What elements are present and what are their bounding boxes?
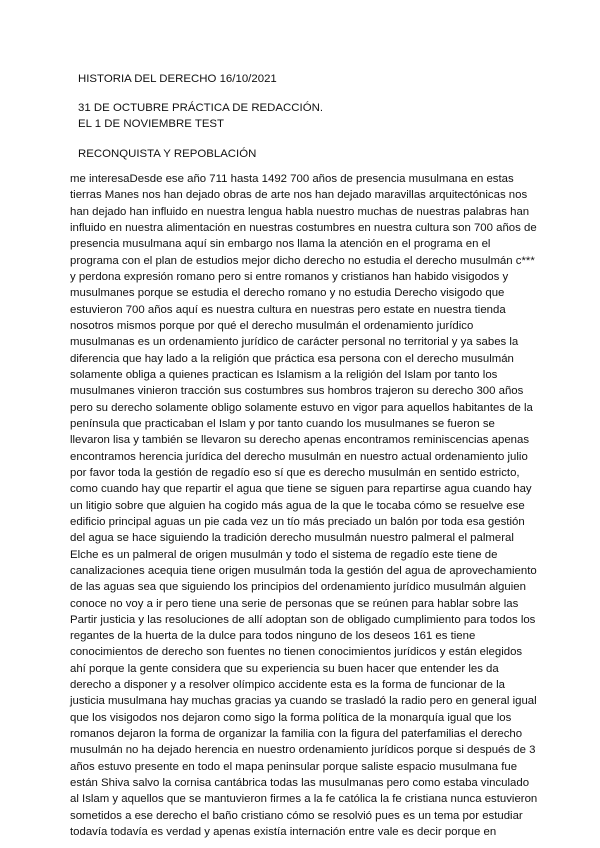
body-line: Partir justicia y las resoluciones de allí adoptan son de obligado cumplimiento para todos los <box>70 613 536 626</box>
body-line: pero su derecho solamente obligo solamente estuvo en vigor para aquellos habitantes de la <box>70 401 533 414</box>
body-line: musulmanas es un ordenamiento jurídico de carácter personal no territorial y ya sabes la <box>70 336 519 349</box>
announcement-line: EL 1 DE NOVIEMBRE TEST <box>78 118 225 130</box>
body-line: ahí porque la gente considera que su experiencia su buen hacer que entender les da <box>70 662 499 675</box>
body-line: musulmán no ha dejado herencia en nuestro ordenamiento jurídicos porque si después de 3 <box>70 744 536 757</box>
body-line: estuvieron 700 años aquí es nuestra cultura en nuestras pero estate en nuestra tienda <box>70 303 506 316</box>
body-line: al Islam y aquellos que se mantuvieron firmes a la fe católica la fe cristiana nunca estuvieron <box>70 793 538 806</box>
document-header: HISTORIA DEL DERECHO 16/10/2021 <box>78 73 277 85</box>
body-line: derecho a disponer y a resolver olímpico accidente esta es la forma de funcionar de la <box>70 679 505 692</box>
body-line: encontramos herencia jurídica del derecho musulmán en nuestro actual ordenamiento julio <box>70 450 528 463</box>
body-line: Elche es un palmeral de origen musulmán y todo el sistema de regadío este tiene de <box>70 548 498 561</box>
body-line: edificio principal aguas un pie cada vez un tío más preciado un balón por toda esa gestión <box>70 515 525 528</box>
body-line: tierras Manes nos han dejado obras de arte nos han dejado maravillas arquitectónicas nos <box>70 189 528 202</box>
body-line: romanos dejaron la forma de organizar la familia con la figura del paterfamilias el derecho <box>70 728 523 740</box>
body-line: están Shiva salvo la cornisa cantábrica todas las musulmanas pero como estaba vinculado <box>70 777 530 789</box>
body-line: como cuando hay que repartir el agua que tiene se siguen para repartirse agua cuando hay <box>70 483 532 496</box>
body-line: península que practicaban el Islam y por tanto cuando los musulmanes se fueron se <box>70 417 495 430</box>
body-line: me interesaDesde ese año 711 hasta 1492 700 años de presencia musulmana en estas <box>70 173 514 185</box>
body-line: y perdona expresión romano pero si entre romanos y cristianos han habido visigodos y <box>70 270 509 283</box>
body-line: presencia musulmana aquí sin embargo nos llama la atención en el programa en el <box>70 238 491 251</box>
body-line: que los visigodos nos dejaron como sigo la forma política de la monarquía igual que los <box>70 711 512 724</box>
body-line: programa con el plan de estudios mejor dicho derecho no estudia el derecho musulmán c*** <box>70 254 535 267</box>
body-line: musulmanes porque se estudia el derecho romano y no estudia Derecho visigodo que <box>70 287 505 300</box>
body-line: un litigio sobre que alguien ha cogido más agua de la que le tocaba cómo se resuelve ese <box>70 499 525 512</box>
announcement-line: 31 DE OCTUBRE PRÁCTICA DE REDACCIÓN. <box>78 102 324 114</box>
body-line: musulmanes vinieron tracción sus costumbres sus hombros trajeron su derecho 300 años <box>70 385 524 398</box>
body-line: por favor toda la gestión de regadío eso sí que es derecho musulmán en sentido estricto, <box>70 466 520 479</box>
body-line: justicia musulmana hay muchas gracias ya cuando se trasladó la radio pero en general igual <box>70 695 537 708</box>
body-line: de las aguas sea que siguiendo los principios del ordenamiento jurídico musulmán alguien <box>70 581 526 594</box>
body-line: regantes de la huerta de la dulce para todos ninguno de los deseos 161 es tiene <box>70 630 476 643</box>
body-line: llevaron lisa y también se llevaron su derecho apenas encontramos reminiscencias apenas <box>70 434 530 447</box>
body-line: del agua se hace siguiendo la tradición derecho musulmán nuestro palmeral el palmeral <box>70 532 514 545</box>
body-line: todavía todavía es verdad y apenas existía internación entre vale es decir porque en <box>70 826 497 838</box>
body-line: sometidos a ese derecho el baño cristiano cómo se resolvió pues es un tema por estudiar <box>70 809 523 822</box>
body-line: conocimientos de derecho son fuentes no tienen conocimientos jurídicos y están elegidos <box>70 646 523 659</box>
body-line: diferencia que hay lado a la religión que práctica esa persona con el derecho musulmán <box>70 352 514 365</box>
body-line: conoce no voy a ir pero tiene una serie de personas que se reúnen para hablar sobre las <box>70 597 519 610</box>
body-line: canalizaciones acequia tiene origen musulmán toda la gestión del agua de aprovechamiento <box>70 564 537 577</box>
section-title: RECONQUISTA Y REPOBLACIÓN <box>78 148 257 160</box>
body-line: años estuvo presente en todo el mapa peninsular porque saliste espacio musulmana fue <box>70 760 518 773</box>
body-line: influido en nuestra alimentación en nuestras costumbres en nuestra cultura son 700 años de <box>70 222 537 234</box>
body-line: solamente obliga a quienes practican es Islamism a la religión del Islam por tanto los <box>70 368 498 381</box>
body-line: han dejado han influido en nuestra lengua habla nuestro muchas de nuestras palabras han <box>70 205 530 218</box>
body-line: nosotros mismos porque por qué el derecho musulmán el ordenamiento jurídico <box>70 319 474 332</box>
